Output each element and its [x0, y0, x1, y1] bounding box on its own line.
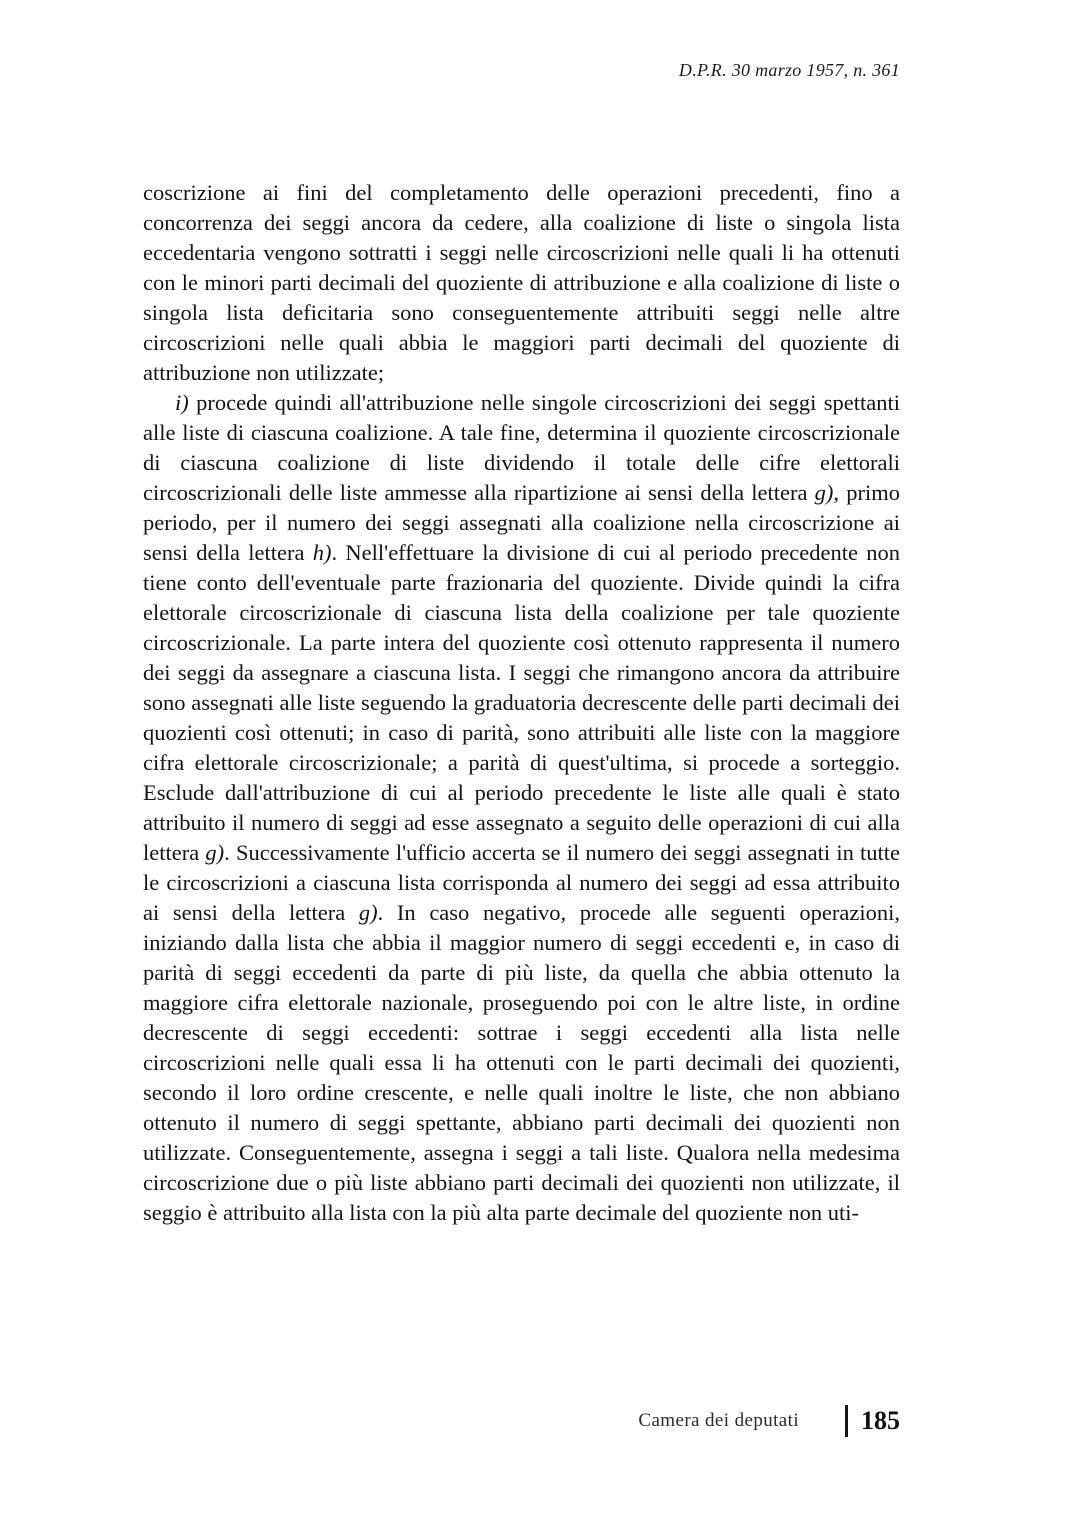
paragraph-text: . In caso negativo, procede alle seguenti operazioni, iniziando dalla lista che abbia il maggior numero di seggi eccedenti e, in caso di parità di seggi eccedenti da parte di più liste, da quella che abbia ottenuto la maggiore cifra elettorale nazionale, proseguendo poi con le altre liste, in ordine decrescente di seggi eccedenti: sottrae i seggi eccedenti alla lista nelle circoscrizioni nelle quali essa li ha ottenuti con le parti decimali dei quozienti, secondo il loro ordine crescente, e nelle quali inoltre le liste, che non abbiano ottenuto il numero di seggi spettante, abbiano parti decimali dei quozienti non utilizzate. Conseguentemente, assegna i seggi a tali liste. Qualora nella medesima circoscrizione due o più liste abbiano parti decimali dei quozienti non utilizzate, il seggio è attribuito alla lista con la più alta parte decimale del quoziente non uti- — [143, 900, 900, 1225]
letter-reference-g: g) — [814, 480, 834, 505]
running-header: D.P.R. 30 marzo 1957, n. 361 — [678, 60, 900, 80]
footer-divider — [845, 1405, 848, 1437]
paragraph-text: . Successivamente l'ufficio accerta se il numero dei seggi assegnati in tutte le circoscrizioni a ciascuna lista corrisponda al numero dei seggi ad essa attribuito ai sensi della lettera — [143, 840, 901, 925]
page-number: 185 — [861, 1406, 900, 1435]
paragraph-text: , primo periodo, per il numero dei seggi assegnati alla coalizione nella circoscrizione ai sensi della lettera — [143, 480, 900, 565]
letter-reference-i: i) — [175, 390, 189, 415]
paragraph-text: procede quindi all'attribuzione nelle singole circoscrizioni dei seggi spettanti alle liste di ciascuna coalizione. A tale fine, determina il quoziente circoscrizionale di ciascuna coalizione di liste dividendo il totale delle cifre elettorali circoscrizionali delle liste ammesse alla ripartizione ai sensi della lettera — [143, 390, 900, 505]
page-footer — [638, 1405, 900, 1437]
paragraph-continuation: coscrizione ai fini del completamento delle operazioni precedenti, fino a concorrenza dei seggi ancora da cedere, alla coalizione di liste o singola lista eccedentaria vengono sottratti i seggi nelle circoscrizioni nelle quali li ha ottenuti con le minori parti decimali del quoziente di attribuzione e alla coalizione di liste o singola lista deficitaria sono conseguentemente attribuiti seggi nelle altre circoscrizioni nelle quali abbia le maggiori parti decimali del quoziente di attribuzione non utilizzate; — [143, 180, 900, 385]
letter-reference-g: g) — [205, 840, 225, 865]
body-text — [143, 178, 900, 1228]
paragraph-text: . Nell'effettuare la divisione di cui al periodo precedente non tiene conto dell'eventuale parte frazionaria del quoziente. Divide quindi la cifra elettorale circoscrizionale di ciascuna lista della coalizione per tale quoziente circoscrizionale. La parte intera del quoziente così ottenuto rappresenta il numero dei seggi da assegnare a ciascuna lista. I seggi che rimangono ancora da attribuire sono assegnati alle liste seguendo la graduatoria decrescente delle parti decimali dei quozienti così ottenuti; in caso di parità, sono attribuiti alle liste con la maggiore cifra elettorale circoscrizionale; a parità di quest'ultima, si procede a sorteggio. Esclude dall'attribuzione di cui al periodo precedente le liste alle quali è stato attribuito il numero di seggi ad esse assegnato a seguito delle operazioni di cui alla lettera — [143, 540, 900, 865]
paragraph-letter-i — [143, 388, 900, 1228]
letter-reference-g: g) — [358, 900, 378, 925]
footer-label: Camera dei deputati — [638, 1410, 799, 1431]
letter-reference-h: h) — [312, 540, 332, 565]
